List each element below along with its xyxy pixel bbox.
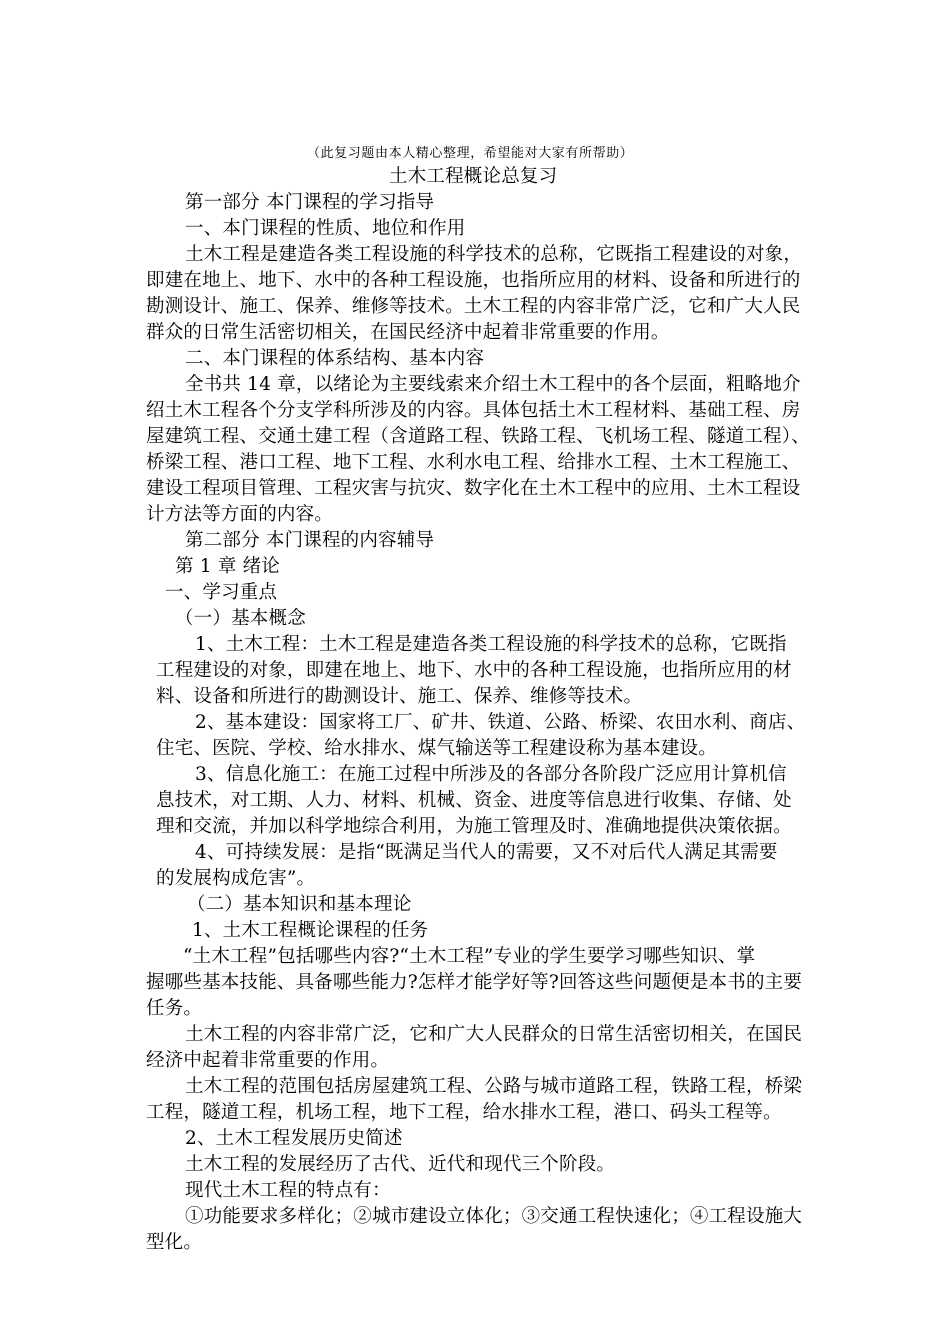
concept-line: 4、可持续发展：是指“既满足当代人的需要，又不对后代人满足其需要 (195, 842, 778, 863)
paragraph-line: 屋建筑工程、交通土建工程（含道路工程、铁路工程、飞机场工程、隧道工程）、 (146, 426, 810, 447)
concept-line: 息技术，对工期、人力、材料、机械、资金、进度等信息进行收集、存储、处 (156, 790, 792, 811)
concept-line: 住宅、医院、学校、给水排水、煤气输送等工程建设称为基本建设。 (156, 738, 718, 759)
task-heading: 1、土木工程概论课程的任务 (192, 920, 429, 941)
concept-line: 工程建设的对象，即建在地上、地下、水中的各种工程设施，也指所应用的材 (156, 660, 792, 681)
part2-heading: 第二部分 本门课程的内容辅导 (185, 530, 435, 551)
paragraph-line: 握哪些基本技能、具备哪些能力?怎样才能学好等?回答这些问题便是本书的主要 (146, 972, 803, 993)
section2-heading: 二、本门课程的体系结构、基本内容 (185, 348, 485, 369)
basic-knowledge-heading: （二）基本知识和基本理论 (187, 894, 412, 915)
concept-line: 的发展构成危害”。 (156, 868, 316, 889)
basic-concepts-heading: （一）基本概念 (175, 608, 306, 629)
paragraph-line: “土木工程”包括哪些内容?“土木工程”专业的学生要学习哪些知识、掌 (183, 946, 756, 967)
concept-line: 料、设备和所进行的勘测设计、施工、保养、维修等技术。 (156, 686, 643, 707)
paragraph-line: ①功能要求多样化；②城市建设立体化；③交通工程快速化；④工程设施大 (185, 1206, 803, 1227)
paragraph-line: 土木工程的内容非常广泛，它和广大人民群众的日常生活密切相关，在国民 (185, 1024, 803, 1045)
paragraph-line: 工程，隧道工程，机场工程，地下工程，给水排水工程，港口、码头工程等。 (146, 1102, 782, 1123)
concept-line: 1、土木工程：土木工程是建造各类工程设施的科学技术的总称，它既指 (195, 634, 787, 655)
paragraph-line: 型化。 (146, 1232, 203, 1253)
paragraph-line: 即建在地上、地下、水中的各种工程设施，也指所应用的材料、设备和所进行的 (146, 270, 801, 291)
section1-heading: 一、本门课程的性质、地位和作用 (185, 218, 466, 239)
concept-line: 3、信息化施工：在施工过程中所涉及的各部分各阶段广泛应用计算机信 (195, 764, 787, 785)
concept-line: 理和交流，并加以科学地综合利用，为施工管理及时、准确地提供决策依据。 (156, 816, 792, 837)
paragraph-line: 勘测设计、施工、保养、维修等技术。土木工程的内容非常广泛，它和广大人民 (146, 296, 801, 317)
paragraph-line: 建设工程项目管理、工程灾害与抗灾、数字化在土木工程中的应用、土木工程设 (146, 478, 801, 499)
paragraph-line: 群众的日常生活密切相关，在国民经济中起着非常重要的作用。 (146, 322, 670, 343)
paragraph-line: 计方法等方面的内容。 (146, 504, 334, 525)
paragraph-line: 土木工程是建造各类工程设施的科学技术的总称，它既指工程建设的对象， (185, 244, 803, 265)
paragraph-line: 任务。 (146, 998, 203, 1019)
part1-heading: 第一部分 本门课程的学习指导 (185, 192, 435, 213)
paragraph-line: 土木工程的范围包括房屋建筑工程、公路与城市道路工程，铁路工程，桥梁 (185, 1076, 803, 1097)
preface-note: （此复习题由本人精心整理，希望能对大家有所帮助） (307, 146, 634, 161)
study-focus-heading: 一、学习重点 (165, 582, 278, 603)
paragraph-line: 经济中起着非常重要的作用。 (146, 1050, 390, 1071)
paragraph-line: 绍土木工程各个分支学科所涉及的内容。具体包括土木工程材料、基础工程、房 (146, 400, 801, 421)
paragraph-line: 全书共 14 章，以绪论为主要线索来介绍土木工程中的各个层面，粗略地介 (185, 374, 801, 395)
concept-line: 2、基本建设：国家将工厂、矿井、铁道、公路、桥梁、农田水利、商店、 (195, 712, 806, 733)
history-heading: 2、土木工程发展历史简述 (185, 1128, 403, 1149)
paragraph-line: 桥梁工程、港口工程、地下工程、水利水电工程、给排水工程、土木工程施工、 (146, 452, 801, 473)
paragraph-line: 土木工程的发展经历了古代、近代和现代三个阶段。 (185, 1154, 616, 1175)
chapter-heading: 第 1 章 绪论 (175, 556, 281, 577)
document-title: 土木工程概论总复习 (389, 166, 558, 187)
modern-features-heading: 现代土木工程的特点有： (185, 1180, 391, 1201)
